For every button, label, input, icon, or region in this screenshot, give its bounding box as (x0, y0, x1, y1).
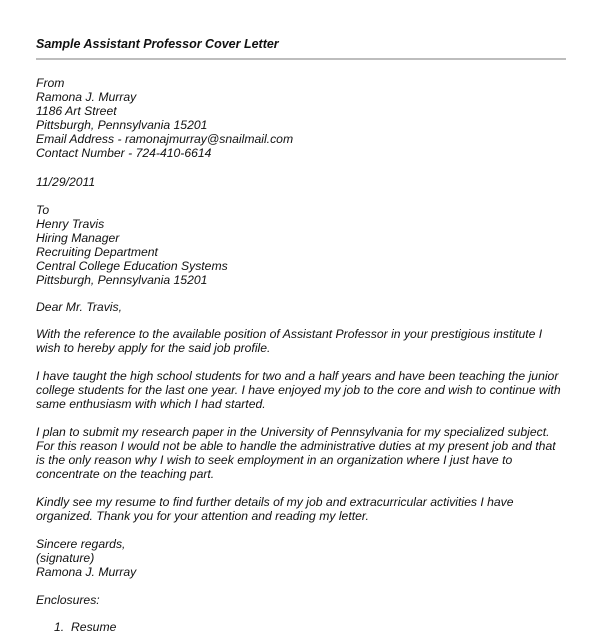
sender-block (36, 76, 293, 160)
paragraph-line: For this reason I would not be able to handle the administrative duties at my present job and that (36, 439, 556, 453)
recipient-name: Henry Travis (36, 217, 105, 231)
recipient-block (36, 203, 228, 287)
enclosure-item (54, 620, 116, 634)
paragraph-line: Kindly see my resume to find further details of my job and extracurricular activities I have (36, 495, 514, 509)
closing-regards: Sincere regards, (36, 537, 126, 551)
sender-email: Email Address - ramonajmurray@snailmail.com (36, 132, 294, 146)
sender-phone: Contact Number - 724-410-6614 (36, 146, 212, 160)
sender-label: From (36, 76, 65, 90)
body-paragraph-3 (36, 425, 566, 481)
closing-signature: (signature) (36, 551, 95, 565)
enclosures-label: Enclosures: (36, 593, 100, 607)
paragraph-line: same enthusiasm with which I had started. (36, 397, 266, 411)
recipient-organization: Central College Education Systems (36, 259, 228, 273)
enclosure-number: 1. (54, 620, 65, 634)
sender-street: 1186 Art Street (36, 104, 117, 118)
paragraph-line: college students for the last one year. I have enjoyed my job to the core and wish to continue with (36, 383, 561, 397)
paragraph-line: organized. Thank you for your attention and reading my letter. (36, 509, 369, 523)
recipient-city: Pittsburgh, Pennsylvania 15201 (36, 273, 208, 287)
paragraph-line: wish to hereby apply for the said job profile. (36, 341, 271, 355)
paragraph-line: With the reference to the available position of Assistant Professor in your prestigious institute I (36, 327, 543, 341)
salutation: Dear Mr. Travis, (36, 300, 122, 314)
closing-block (36, 537, 136, 579)
recipient-label: To (36, 203, 50, 217)
paragraph-line: I have taught the high school students for two and a half years and have been teaching the junior (36, 369, 559, 383)
sender-name: Ramona J. Murray (36, 90, 137, 104)
document-title: Sample Assistant Professor Cover Letter (36, 37, 279, 51)
body-paragraph-2 (36, 369, 566, 411)
title-divider (36, 58, 566, 60)
enclosure-text: Resume (71, 620, 117, 634)
letter-date: 11/29/2011 (36, 175, 96, 189)
body-paragraph-4 (36, 495, 566, 523)
paragraph-line: is the only reason why I wish to seek employment in an organization where I just have to (36, 453, 513, 467)
sender-city: Pittsburgh, Pennsylvania 15201 (36, 118, 208, 132)
body-paragraph-1 (36, 327, 566, 355)
closing-name: Ramona J. Murray (36, 565, 137, 579)
recipient-department: Recruiting Department (36, 245, 158, 259)
paragraph-line: I plan to submit my research paper in the University of Pennsylvania for my specialized subject. (36, 425, 550, 439)
recipient-title: Hiring Manager (36, 231, 120, 245)
paragraph-line: concentrate on the teaching part. (36, 467, 215, 481)
